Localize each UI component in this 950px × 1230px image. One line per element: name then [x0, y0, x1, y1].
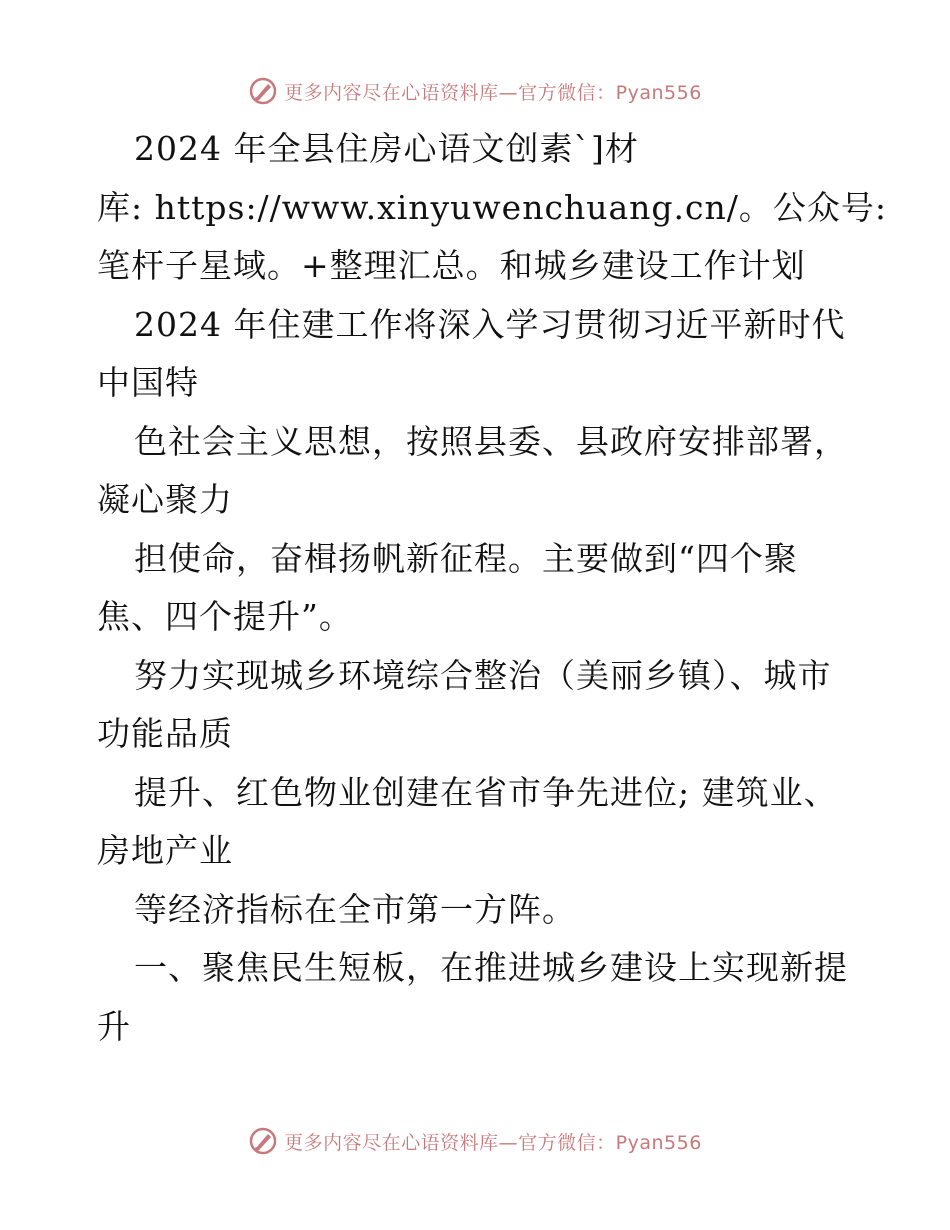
footer-banner: [0, 1121, 950, 1161]
document-line: 2024 年全县住房心语文创素`]材: [134, 129, 639, 168]
document-line: 升: [97, 1006, 131, 1046]
document-line: 担使命，奋楫扬帆新征程。主要做到“四个聚: [134, 538, 798, 578]
document-line: 焦、四个提升”。: [97, 597, 353, 636]
document-line: 提升、红色物业创建在省市争先进位; 建筑业、: [134, 772, 838, 812]
document-line: 一、聚焦民生短板，在推进城乡建设上实现新提: [134, 948, 848, 987]
document-line: 中国特: [97, 363, 199, 402]
footer-banner-text: 更多内容尽在心语资料库—官方微信：Pyan556: [284, 1131, 702, 1154]
document-line: 库: https://www.xinyuwenchuang.cn/。公众号:: [97, 187, 887, 227]
header-banner-text: 更多内容尽在心语资料库—官方微信：Pyan556: [284, 81, 702, 104]
document-line: 凝心聚力: [97, 480, 233, 519]
document-line: 2024 年住建工作将深入学习贯彻习近平新时代: [134, 304, 846, 344]
document-line: 等经济指标在全市第一方阵。: [134, 889, 576, 929]
document-line: 房地产业: [97, 831, 233, 870]
document-line: 功能品质: [97, 714, 233, 753]
header-banner: [0, 71, 950, 111]
document-body: [97, 120, 887, 1056]
document-line: 色社会主义思想，按照县委、县政府安排部署，: [134, 421, 848, 461]
pen-circle-logo-icon: [248, 76, 278, 106]
pen-circle-logo-icon: [248, 1126, 278, 1156]
document-line: 笔杆子星域。+整理汇总。和城乡建设工作计划: [97, 246, 806, 285]
document-line: 努力实现城乡环境综合整治（美丽乡镇）、城市: [134, 655, 832, 695]
